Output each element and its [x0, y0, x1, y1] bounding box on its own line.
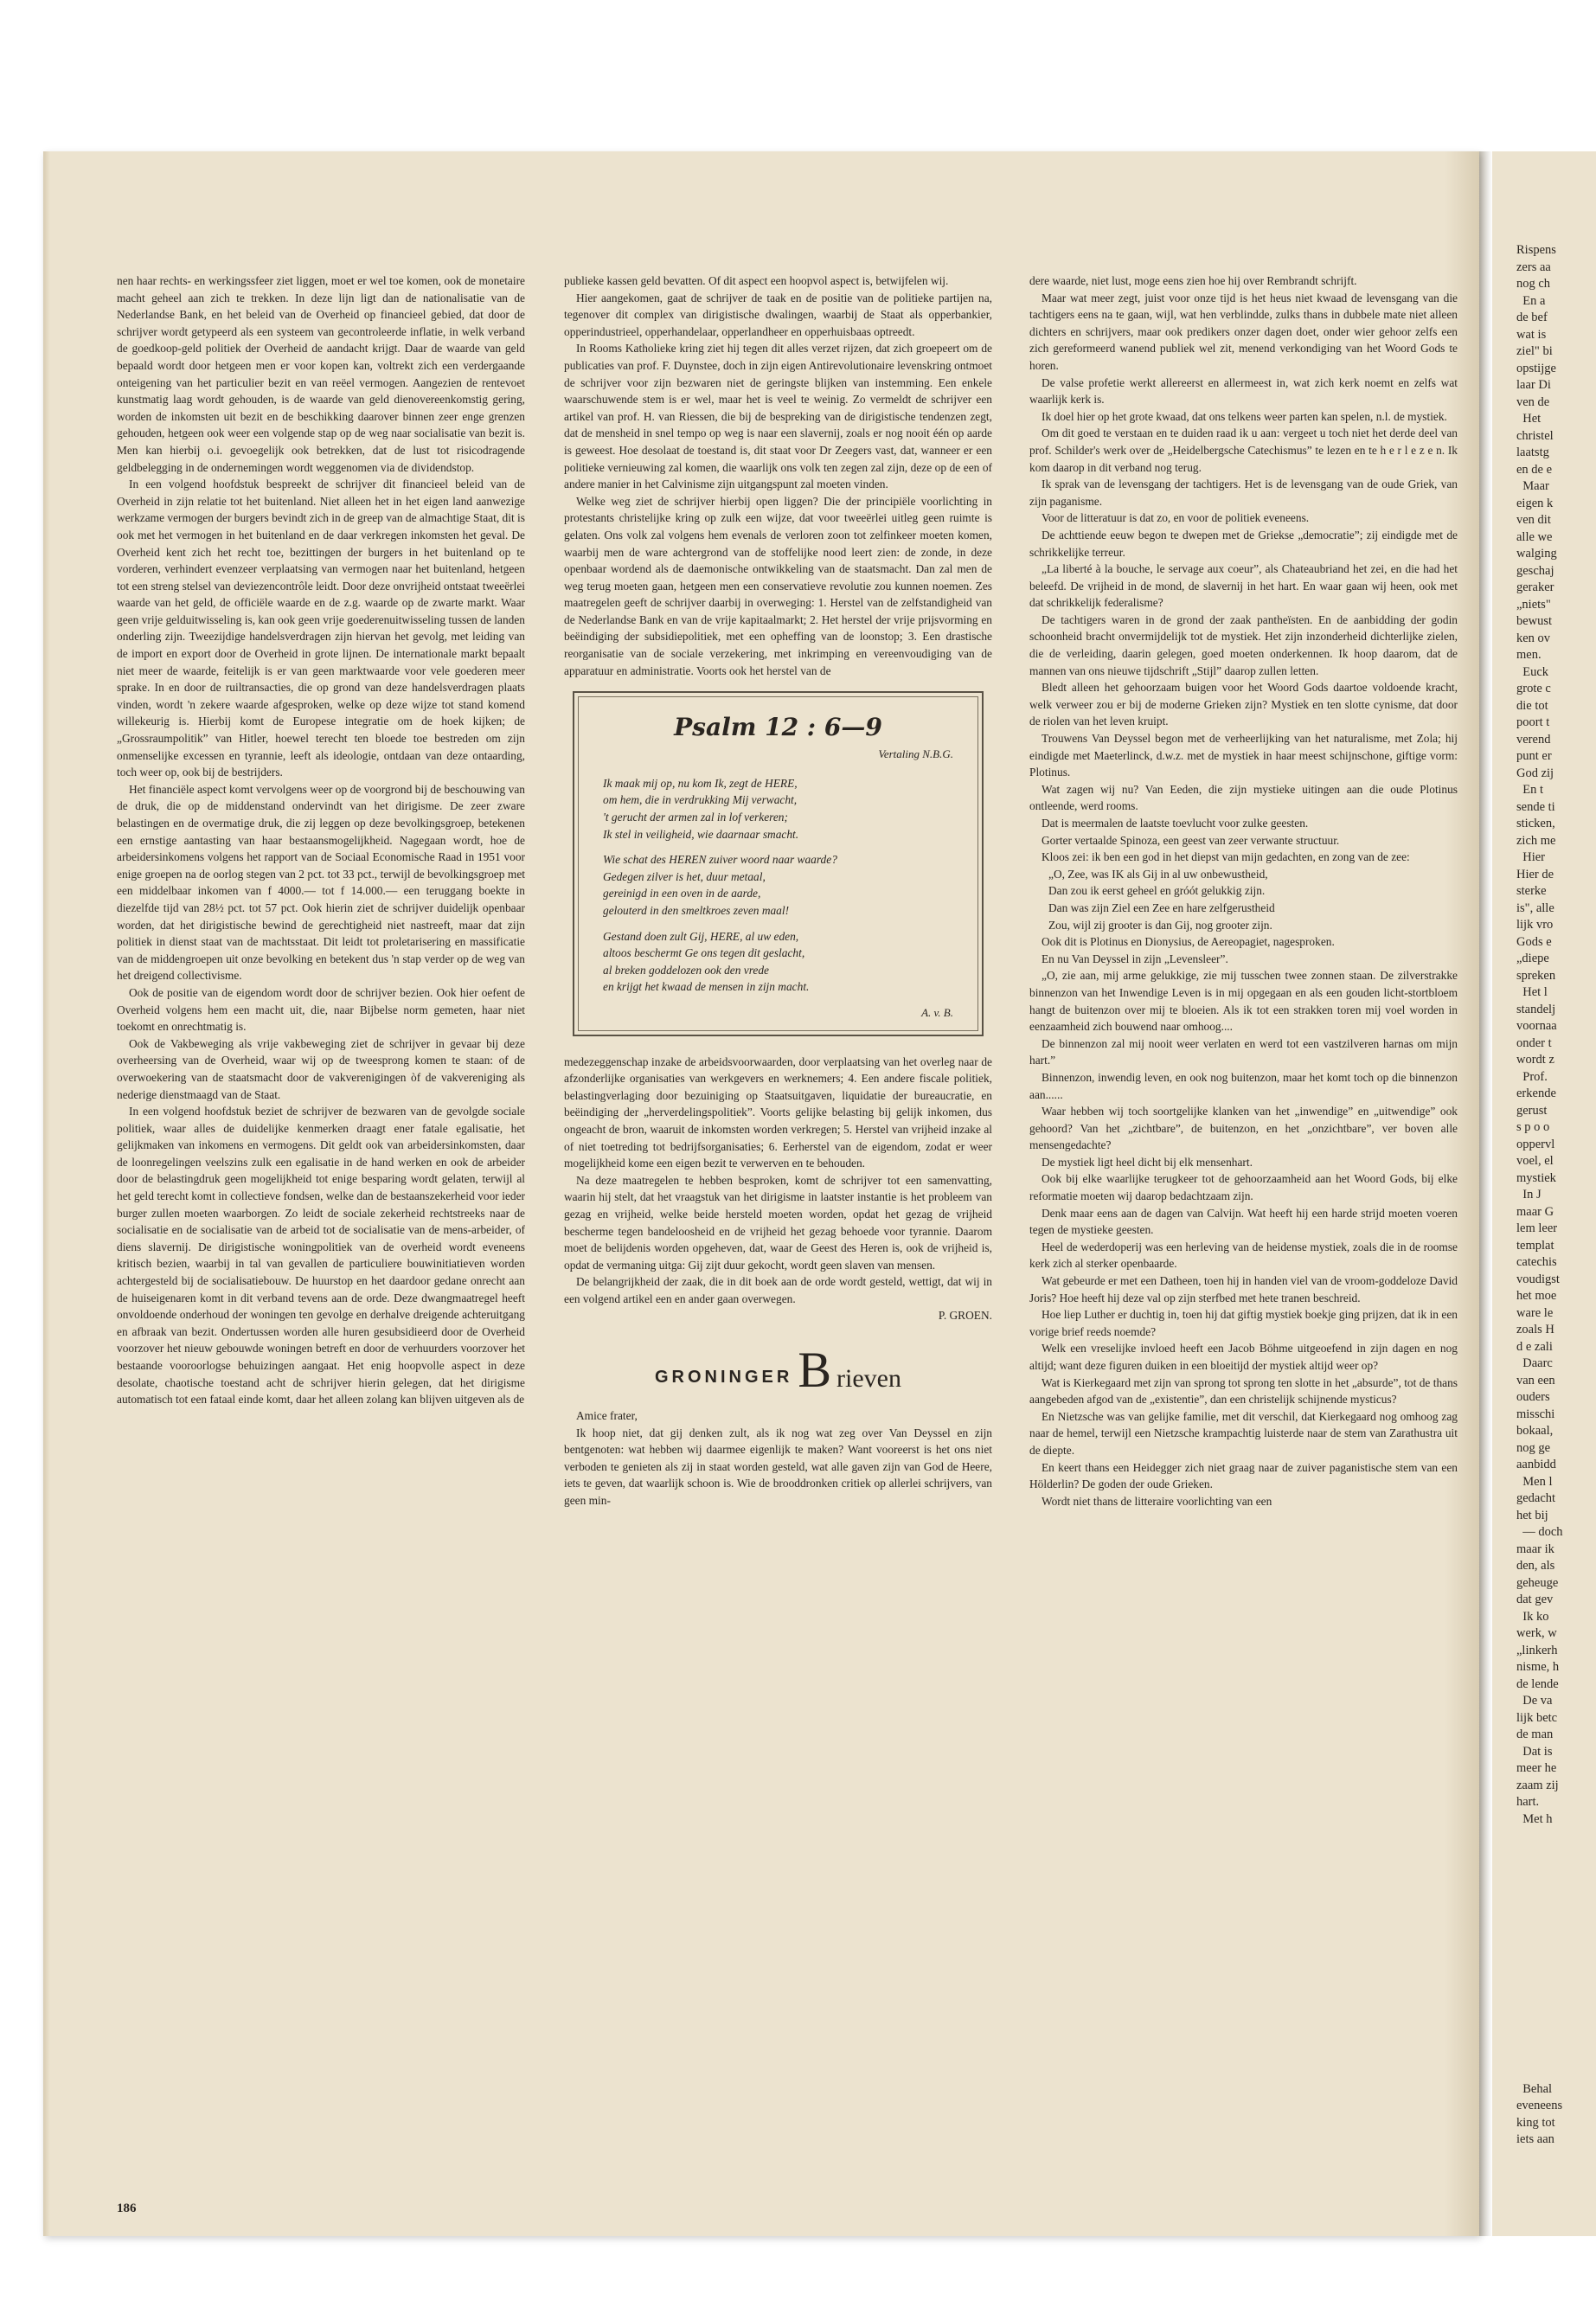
psalm-line: 't gerucht der armen zal in lof verkeren;: [603, 811, 788, 824]
paragraph: Welke weg ziet de schrijver hierbij open liggen? Die der principiële voorlichting in protestants christelijke kring op zulk een wijze, dat voor tweeërlei uitleg geen ruimte is gelaten. Ons volk zal volgens hem evenals de verloren zoon tot zelfinkeer moeten komen, waarbij men de ware achtergrond van de stoffelijke nood leert zien: de zonde, in deze openbaar wordend als de daemonische ontwikkeling van de staatsmacht. Dan zal men de weg terug moeten gaan, hetgeen men een conservatieve revolutie zou kunnen noemen. Zes maatregelen geeft de schrijver daarbij in overweging: 1. Herstel van de zelfstandigheid van de Nederlandse Bank en van de vrije kapitaalmarkt; 2. Het herstel der vrije prijsvorming en beëindiging der subsidiepolitiek, met een opheffing van de loonstop; 3. Een drastische reorganisatie van de sociale verzekering, met inkrimping en vereenvoudiging van de apparatuur en administratie. Voorts ook het herstel van de: [564, 494, 992, 677]
paragraph: Voor de litteratuur is dat zo, en voor de politiek eveneens.: [1042, 511, 1310, 525]
psalm-title: Psalm 12 : 6—9: [674, 713, 882, 742]
psalm-line: Ik maak mij op, nu kom Ik, zegt de HERE,: [603, 776, 798, 790]
paragraph: Ik sprak van de levensgang der tachtigers. Het is de levensgang van de oude Griek, van zijn paganisme.: [1029, 478, 1458, 508]
paragraph: Wat zagen wij nu? Van Eeden, die zijn mystieke uitingen aan die oude Plotinus ontleende, werd rooms.: [1029, 782, 1458, 813]
paragraph: Dan zou ik eerst geheel en gróót gelukkig zijn.: [1048, 884, 1266, 898]
paragraph: Ook de Vakbeweging als vrije vakbeweging ziet de schrijver in gevaar bij deze overheersing van de Overheid, waar wij op de tweesprong komen te staan: of de overwoekering van de staatsmacht door de vakverenigingen òf de vakvereniging als nederige dienstmaagd van de Staat.: [117, 1036, 525, 1101]
paragraph: De achttiende eeuw begon te dwepen met de Griekse „democratie”; zij eindigde met de schrikkelijke terreur.: [1029, 528, 1458, 559]
paragraph: nen haar rechts- en werkingssfeer ziet liggen, moet er wel toe komen, ook de monetaire macht geheel aan zich te trekken. In deze lijn ligt dan de nationalisatie van de Nederlandse Bank, en het beleid van de Overheid op financieel gebied, dat door de schrijver wordt getypeerd als een systeem van gecontroleerde inflatie, in welk verband de goedkoop-geld politiek der Overheid de aandacht krijgt. Daar de waarde van geld bepaald wordt door hetgeen men er voor kopen kan, voltrekt zich een verdergaande onteigening van het particulier bezit en van reëel vermogen. Aangezien de rentevoet kunstmatig laag wordt gehouden, is de waarde van geld dienovereenkomstig gering, worden de inkomsten uit bezit en de beschikking daarover binnen zeer enge grenzen gehouden, hetgeen ook weer een volgende stap op de weg naar socialisatie van bezit is. Men kan hierbij o.i. gevoegelijk ook betrekken, dat de lust tot risicodragende geldbelegging in de ondernemingen wordt weggenomen via de dividendstop.: [117, 274, 525, 474]
psalm-line: Gedegen zilver is het, duur metaal,: [603, 869, 766, 883]
paragraph: Wordt niet thans de litteraire voorlichting van een: [1042, 1494, 1272, 1508]
paragraph: Dan was zijn Ziel een Zee en hare zelfgerustheid: [1048, 901, 1275, 914]
psalm-stanza: [603, 851, 953, 919]
paragraph: Ook bij elke waarlijke terugkeer tot de gehoorzaamheid aan het Woord Gods, bij elke reformatie moeten wij daarop bedachtzaam zijn.: [1029, 1172, 1458, 1203]
column-left: [117, 272, 525, 1408]
psalm-line: en krijgt het kwaad de mensen in zijn macht.: [603, 980, 810, 994]
letter-body: [564, 1425, 992, 1509]
psalm-line: Wie schat des HEREN zuiver woord naar waarde?: [603, 853, 837, 867]
paragraph: De mystiek ligt heel dicht bij elk mensenhart.: [1042, 1155, 1253, 1169]
psalm-line: Ik stel in veiligheid, wie daarnaar smacht.: [603, 827, 799, 841]
column-middle-before-box: [564, 272, 992, 679]
psalm-box: [573, 691, 984, 1035]
article-signoff: P. GROEN.: [938, 1309, 992, 1323]
paragraph: publieke kassen geld bevatten. Of dit aspect een hoopvol aspect is, betwijfelen wij.: [564, 274, 949, 287]
psalm-stanza: [603, 775, 953, 843]
paragraph: En keert thans een Heidegger zich niet graag naar de zuiver paganistische stem van een Hölderlin? De goden der oude Grieken.: [1029, 1460, 1458, 1491]
paragraph: Trouwens Van Deyssel begon met de verheerlijking van het naturalisme, met Zola; hij eindigde met Maeterlinck, d.w.z. met de mystiek in haar meest schijnschone, giftige vorm: Plotinus.: [1029, 732, 1458, 779]
paragraph: De tachtigers waren in de grond der zaak pantheïsten. En de aanbidding der godin schoonheid bracht onvermijdelijk tot de mystiek. Het zijn inzonderheid dichterlijke zielen, die de verleiding, daarin gelegen, goed moeten onderkennen. Ik hoop daarom, dat de mannen van ons nieuwe tijdschrift „Stijl” daarop zullen letten.: [1029, 612, 1458, 677]
groninger-brieven-heading-rieven: rieven: [836, 1364, 901, 1394]
paragraph: Hoe liep Luther er duchtig in, toen hij dat giftig mystiek boekje ging prijzen, dat ik in een vorige brief reeds noemde?: [1029, 1308, 1458, 1338]
paragraph: Waar hebben wij toch soortgelijke klanken van het „inwendige” en „uitwendige” ook gehoord? Van het „zichtbare”, de buitenzon, en het „onzichtbare”, ver boven alle mensengedachte?: [1029, 1105, 1458, 1152]
paragraph: En Nietzsche was van gelijke familie, met dit verschil, dat Kierkegaard nog omhoog zag naar de hemel, terwijl een Nietzsche krampachtig luisterde naar de stem van Zarathustra uit de diepte.: [1029, 1409, 1458, 1457]
paragraph: In Rooms Katholieke kring ziet hij tegen dit alles verzet rijzen, dat zich groepeert om de publicaties van prof. F. Duynstee, doch in zijn eigen Antirevolutionaire levenskring ontmoet de schrijver voor zijn bezwaren niet de geringste blijken van instemming. Een enkele waarschuwende stem is er wel, maar het is veel te weinig. Zo vermeldt de schrijver een artikel van prof. H. van Riessen, die bij de bespreking van de dirigistische tendenzen zegt, dat de mensheid in snel tempo op weg is naar een slavernij, zoals er nog nooit één op aarde is geweest. Hoe desolaat de toestand is, dit staat voor Dr Zeegers vast, dat, wanneer er een politieke vernieuwing zal komen, die waarlijk ons volk ten zegen zal zijn, deze op de een of andere manier in het Calvinisme zijn uitgangspunt zal moeten vinden.: [564, 342, 992, 491]
psalm-line: al breken goddelozen ook den vrede: [603, 963, 769, 977]
psalm-signature: A. v. B.: [921, 1005, 953, 1019]
psalm-line: Gestand doen zult Gij, HERE, al uw eden,: [603, 929, 799, 943]
psalm-stanza: [603, 928, 953, 996]
next-page-fragments: Rispens zers aa nog ch En a de bef wat is ziel" bi opstijge laar Di ven de Het christel laatstg en de e Maar eigen k ven dit alle we walging geschaj geraker „niets" bewust ken ov men. Euck grote c die tot poort t verend punt er God zij En t sende ti sticken, zich me Hier Hier de sterke is", alle lijk vro Gods e „diepe spreken Het l standelj voornaa onder t wordt z Prof. erkende gerust s p o o oppervl voel, el mystiek In J maar G lem leer templat catechis voudigst het moe ware le zoals H d e zali Daarc van een ouders misschi bokaal, nog ge aanbidd Men l gedacht het bij — doch maar ik den, als geheuge dat gev Ik ko werk, w „linkerh nisme, h de lende De va lijk betc de man Dat is meer he zaam zij hart. Met h Behal eveneens king tot iets aan: [1516, 243, 1563, 2146]
paragraph: Gorter vertaalde Spinoza, een geest van zeer verwante structuur.: [1042, 833, 1340, 847]
paragraph: Heel de wederdoperij was een herleving van de heidense mystiek, zoals die in de roomse kerk zich al sterker openbaarde.: [1029, 1240, 1458, 1271]
paragraph: medezeggenschap inzake de arbeidsvoorwaarden, door verplaatsing van het overleg naar de afzonderlijke organisaties van werkgevers en werknemers; 4. Een andere fiscale politiek, belastingverlaging door bezuiniging op Staatsuitgaven, liquidatie der bureaucratie, en beëindiging der „herverdelingspolitiek”. Voorts gelijke belasting bij gelijk inkomen, dus ongeacht de bron, waaruit de inkomsten worden verkregen; 5. Herstel van vrijheid inzake al of niet toetreding tot bedrijfsorganisaties; 6. Eerherstel van de eigendom, zodat er weer mogelijkheid kome een eigen bezit te verwerven en te behouden.: [564, 1054, 992, 1170]
paragraph: „O, Zee, was IK als Gij in al uw onbewustheid,: [1048, 867, 1268, 881]
paragraph: „La liberté à la bouche, le servage aux coeur”, als Chateaubriand het zei, en die had het beleefd. De vrijheid in de mond, de slavernij in het hart. En waar gaan wij heen, ook met dat schrikkelijk federalisme?: [1029, 562, 1458, 610]
paragraph: Ook dit is Plotinus en Dionysius, de Aereopagiet, nagesproken.: [1042, 935, 1335, 949]
psalm-line: gereinigd in een oven in de aarde,: [603, 887, 761, 901]
paragraph: Bledt alleen het gehoorzaam buigen voor het Woord Gods daartoe voldoende kracht, welk verweer zou er bij de moderne Grieken zijn? Mystiek en ten slotte cynisme, dat door de riolen van het leven kruipt.: [1029, 681, 1458, 728]
paragraph: Ik doel hier op het grote kwaad, dat ons telkens weer parten kan spelen, n.l. de mystiek.: [1042, 409, 1447, 423]
paragraph: Hier aangekomen, gaat de schrijver de taak en de positie van de politieke partijen na, tegenover dit complex van dirigistische dwalingen, waarbij de Staat als opperbankier, opperindustrieel, opperhandelaar, opperlandheer en opperhuisbaas optreedt.: [564, 291, 992, 338]
column-right: [1029, 272, 1458, 1509]
paragraph: Binnenzon, inwendig leven, en ook nog buitenzon, maar het komt toch op die binnenzon aan......: [1029, 1070, 1458, 1101]
paragraph: En nu Van Deyssel in zijn „Levensleer”.: [1042, 952, 1228, 965]
paragraph: De belangrijkheid der zaak, die in dit boek aan de orde wordt gesteld, wettigt, dat wij in een volgend artikel een en ander gaan overwegen.: [564, 1275, 992, 1305]
paragraph: „O, zie aan, mij arme gelukkige, zie mij tusschen twee zonnen staan. De zilverstrakke binnenzon van het Inwendige Leven is in mij opgegaan en als een gouden licht-stortbloem hangt de buitenzon over mij te bloeien. Als ik tot een strakken toren mij voel worden in eenzaamheid zich bouwend naar omhoog....: [1029, 969, 1458, 1034]
psalm-stanzas: [603, 775, 953, 996]
psalm-line: gelouterd in den smeltkroes zeven maal!: [603, 904, 790, 917]
paragraph: In een volgend hoofdstuk beziet de schrijver de bezwaren van de gevolgde sociale politiek, waar alles de duidelijke kenmerken draagt ener fatale egalisatie, het gelijkmaken van inkomens en vermogens. Dit geldt ook van arbeidersinkomsten, daar de loonregelingen veelszins zulk een egalisatie in de hand werken en ook de arbeider door de belastingdruk geen mogelijkheid tot enige besparing wordt gelaten, terwijl al het geld terecht komt in collectieve fondsen, welke dan de bestaanszekerheid voor ieder burger zullen moeten waarborgen. Zo leidt de sociale zekerheid rechtstreeks naar de socialisatie en de socialisatie van de arbeid tot de socialisatie van de mens-arbeider, of diens slavernij. De dirigistische woningpolitiek van de overheid wordt eveneens kritisch bezien, waarbij in tal van gevallen de particuliere bouwinitiatieven worden achtergesteld bij de socialisatiebouw. De huurstop en het daardoor gedane onrecht aan de huiseigenaren komt in dit verband tevens aan de orde. Deze dwangmaatregel heeft onvoldoende onderhoud der woningen ten gevolge en derhalve dreigende achteruitgang en afbraak van bezit. Ondertussen worden alle huren gesubsidieerd door de Overheid voorzover het nieuw gebouwde woningen betreft en door de verhuurders voorzover het bestaande vooroorlogse behuizingen aangaat. Het enig hoopvolle aspect in deze desolate, chaotische toestand acht de schrijver hierin gelegen, dat het dirigisme automatisch tot een fataal einde komt, daar het alleen zolang kan blijven uitgeven als de: [117, 1105, 525, 1407]
paragraph: In een volgend hoofdstuk bespreekt de schrijver dit financieel beleid van de Overheid in zijn relatie tot het buitenland. Niet alleen het in het eigen land aanwezige werkzame vermogen der burgers bevindt zich in de greep van de almachtige Staat, dit is ook met het vermogen in het buitenland en de daar verkregen inkomsten het geval. De Overheid kent zich het recht toe, bezittingen der burgers in het buitenland op te vorderen, verhindert evenzeer verplaatsing van vermogen naar het buitenland, hetgeen tot een streng stelsel van deviezencontrôle leidt. Door deze onvrijheid ontstaat tweeërlei waarde van het geld, de officiële waarde en de z.g. waarde op de zwarte markt. Waar geen vrije gelduitwisseling is, kan ook geen vrije goederenuitwisseling tussen de landen onderling zijn. Tweezijdige handelsverdragen zijn hiervan het gevolg, met leiding van de import en export door de Overheid in grote lijnen. De internationale markt bepaalt niet meer de waarde, feitelijk is er van geen marktwaarde voor vele goederen meer sprake. In en door de ruiltransacties, die op grond van deze handelsverdragen plaats vinden, wordt 'n zekere waarde afgesproken, welke op deze wijze tot stand komend willekeurig is. Hierbij komt de Europese integratie om de hoek kijken; de „Grossraumpolitik” van Hitler, hoewel terecht ten bloede toe bestreden om zijn onmenselijke excessen en tyrannie, leeft als ideologie, ontdaan van deze ontaarding, toch weer op, ook bij de bestrijders.: [117, 478, 525, 779]
paragraph: dere waarde, niet lust, moge eens zien hoe hij over Rembrandt schrijft.: [1029, 274, 1357, 287]
groninger-brieven-heading-b: B: [798, 1342, 832, 1399]
next-page-edge: [1492, 151, 1596, 2236]
letter-salutation: Amice frater,: [576, 1409, 638, 1423]
psalm-line: om hem, die in verdrukking Mij verwacht,: [603, 793, 798, 807]
paragraph: Kloos zei: ik ben een god in het diepst van mijn gedachten, en zong van de zee:: [1042, 850, 1410, 864]
paragraph: Ik hoop niet, dat gij denken zult, als ik nog wat zeg over Van Deyssel en zijn bentgenoten: wat hebben wij daarmee eigenlijk te maken? Want vooreerst is het ons niet verboden te genieten als zij in staat worden gesteld, wat alle gaven zijn van God de Heere, iets te geven, dat waarlijk schoon is. Wie de brooddronken critiek op allerlei schrijvers, van geen min-: [564, 1426, 992, 1508]
magazine-page: [43, 151, 1479, 2236]
column-middle: [564, 272, 992, 1509]
paragraph: Welk een vreselijke invloed heeft een Jacob Böhme uitgeoefend in zijn dagen en nog altijd; want deze figuren duiken in een bloeitijd der mystiek altijd weer op?: [1029, 1342, 1458, 1372]
psalm-line: altoos beschermt Ge ons tegen dit geslacht,: [603, 946, 805, 960]
paragraph: De binnenzon zal mij nooit weer verlaten en werd tot een vastzilveren harnas om mijn hart.”: [1029, 1036, 1458, 1067]
paragraph: Wat is Kierkegaard met zijn van sprong tot sprong ten slotte in het „absurde”, tot de thans aangebeden afgod van de „existentie”, dan een christelijk schijnende mysticus?: [1029, 1375, 1458, 1407]
paragraph: Denk maar eens aan de dagen van Calvijn. Wat heeft hij een harde strijd moeten voeren tegen de mystieke geesten.: [1029, 1206, 1458, 1237]
paragraph: De valse profetie werkt allereerst en allermeest in, wat zich kerk noemt en zelfs wat waarlijk kerk is.: [1029, 375, 1458, 407]
psalm-translation: Vertaling N.B.G.: [878, 747, 953, 761]
paragraph: Zou, wijl zij grooter is dan Gij, nog grooter zijn.: [1048, 918, 1272, 932]
paragraph: Ook de positie van de eigendom wordt door de schrijver bezien. Ook hier oefent de Overheid volgens hem een macht uit, die, naar Bijbelse norm gemeten, haar niet toekomt en onrechtmatig is.: [117, 985, 525, 1034]
paragraph: Het financiële aspect komt vervolgens weer op de voorgrond bij de beschouwing van de druk, die op de middenstand ondervindt van het dirigisme. De zeer zware belastingen en de overmatige druk, die zij leggen op deze bevolkingsgroep, betekenen een ernstige aantasting van haar bestaansmogelijkheid. Nagegaan wordt, hoe de arbeidersinkomens volgens het rapport van de Sociaal Economische Raad in 1951 voor enige groepen na de oorlog stegen van 2 pct. tot 33 pct., terwijl de bevolkingsgroep met een middelbaar inkomen van f 4000.— tot f 14.000.— een teruggang boekte in diezelfde tijd van 28½ pct. tot 57 pct. Ook hierin ziet de schrijver duidelijk openbaar worden, dat het dirigistische bewind de gerechtigheid niet nastreeft, maar dat zijn politiek in dienst staat van de machtsstaat. Dit leidt tot proletarisering en massificatie van de middengroepen uit onze bevolking en betekent dus 'n stap verder op de weg van het dreigend collectivisme.: [117, 782, 525, 983]
groninger-brieven-heading-groninger: GRONINGER: [655, 1368, 793, 1388]
paragraph: Maar wat meer zegt, juist voor onze tijd is het heus niet kwaad de levensgang van die tachtigers eens na te gaan, wijl, wat hen verblindde, zulks thans in dubbele mate niet alleen dichters en schrijvers, maar ook predikers onzer dagen doet, onder wier gehoor zelfs een zich gereformeerd wanend publiek wel zit, menend verkondiging van het Woord Gods te horen.: [1029, 291, 1458, 372]
paragraph: Om dit goed te verstaan en te duiden raad ik u aan: vergeet u toch niet het derde deel van prof. Schilder's werk over de „Heidelbergsche Catechismus” te lezen en te h e r l e z e n. Ik kom daarop in dit verband nog terug.: [1029, 426, 1458, 474]
paragraph: Wat gebeurde er met een Datheen, toen hij in handen viel van de vroom-goddeloze David Joris? Hoe heeft hij deze val op zijn sterfbed met hete tranen beschreid.: [1029, 1274, 1458, 1304]
paragraph: Dat is meermalen de laatste toevlucht voor zulke geesten.: [1042, 817, 1309, 830]
groninger-brieven-heading: [564, 1342, 992, 1399]
paragraph: Na deze maatregelen te hebben besproken, komt de schrijver tot een samenvatting, waarin hij stelt, dat het vraagstuk van het dirigisme in laatster instantie is het probleem van gezag en vrijheid, welke beide hersteld moeten worden, opdat het gezag de vrijheid bescherme tegen bandeloosheid en de vrijheid het gezag behoede voor tyrannie. Daarom moet de belijdenis worden opgeheven, dat, waar de Geest des Heren is, ook de vrijheid is, opdat de vermaning uitga: Gij zijt duur gekocht, wordt geen slaven van mensen.: [564, 1173, 992, 1272]
column-middle-after-box: [564, 1054, 992, 1308]
page-number: 186: [117, 2202, 137, 2215]
